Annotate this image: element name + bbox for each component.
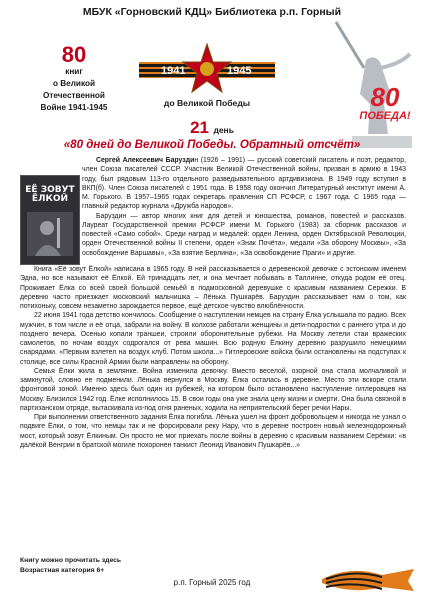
- paragraph: [20, 413, 406, 450]
- side-line-1: книг: [65, 67, 83, 76]
- pobeda-number: 80: [370, 82, 400, 112]
- paragraph-text: Семья Ёлки жила в землянке. Война изменила девочку. Вместо веселой, озорной она стала молчаливой и замкнутой, словно ее подменили. Лёнька вернулся в Москву. Ёлка осталась в деревне. Место эти вскоре стали фронтовой зоной. Именно здесь был один из рубежей, на котором было остановлено наступление гитлеровцев на Москву. Близился 1942 год. Ёлке исполнилось 15. В свои годы она уже знала цену жизни и смерти. Она была связной в партизанском отряде, вытаскивала из-под огня раненых, ходила на неприятельский берег речки Нары.: [20, 367, 406, 412]
- side-line-3: Отечественной: [43, 90, 105, 100]
- day-counter: [150, 118, 274, 138]
- paragraph-text: Книга «Её зовут Ёлкой» написана в 1965 году. В ней рассказывается о деревенской девочке с эстонским именем Эдна, но все называют её Ёлкой. Ей тринадцать лет, и она мечтает побывать в Таллинне, откуда родом её отец. Проживает Ёлка со всей своей большой семьёй в подмосковной деревушке с красивым названием Сережки. В деревню часто приезжает московский мальчишка – Лёнька Пушкарёв. Баруздин рассказывает нам о том, как потихоньку, совсем незаметно зарождается первое, ещё детское чувство влюблённости.: [20, 266, 406, 310]
- paragraph: [82, 212, 406, 258]
- emblem-caption: до Великой Победы: [163, 98, 251, 108]
- paragraph: [20, 311, 406, 367]
- book-cover-title: ЕЁ ЗОВУТ ЁЛКОЙ: [25, 185, 75, 205]
- text-bottom: [20, 265, 406, 450]
- paragraph: [82, 156, 406, 212]
- side-line-4: Войне 1941-1945: [40, 102, 108, 112]
- st-george-ribbon-icon: [322, 565, 414, 595]
- pobeda-text: ПОБЕДА!: [359, 110, 411, 122]
- side-number: 80: [61, 42, 87, 67]
- emblem-year-right: 1945: [227, 65, 252, 77]
- read-here-link[interactable]: Книгу можно прочитать здесь: [20, 557, 122, 564]
- book-cover: [20, 175, 80, 265]
- paragraph-text: н (1926 – 1991) — русский советский писатель и поэт, редактор, член Союза писателей СССР. Участник Великой Отечественной войны, призван в армию в 1943 году, был рядовым 113-го отдельного разведывательного артдивизиона. В 1949 году вступил в ВКП(б). Член Союза писателей с 1951 года. В 1958 году окончил Литературный институт имени А. М. Горького. В 1957–1965 годах секретарь правления СП РСФСР, с 1967 года. С 1965 года — главный редактор журнала «Дружба народов».: [82, 157, 407, 211]
- paragraph-text: 22 июня 1941 года детство кончилось. Сообщение о наступлении немцев на страну Ёлка услышала по радио. Всех мужчин, в том числе и её отца, забрали на войну. В колхозе работали женщины и дети-подростки с раннего утра и до позднего вечера. Осенью копали траншеи, строили оборонительные рубежи. На Москву летели стаи вражеских самолетов, по ночам воздух содрогался от рева машин. Всю родную Ёлкину деревню разрушило немецкими снарядами. «Первым взлетел на воздух клуб. Потом школа...» Гитлеровские войска были остановлены на подступах к столице, все силы Красной Армии были направлены на оборону.: [20, 312, 406, 366]
- text-top: [82, 156, 406, 258]
- paragraph-lead: Сергей Алексеевич Барузди: [96, 157, 195, 164]
- read-here-note: [20, 556, 160, 575]
- pobeda-logo: [352, 84, 418, 122]
- side-label-80-books: [38, 44, 110, 114]
- book-cover-illustration-icon: [27, 212, 73, 256]
- paragraph: [20, 265, 406, 311]
- day-word: день: [213, 125, 234, 135]
- day-number: 21: [190, 118, 209, 137]
- side-line-2: о Великой: [52, 78, 95, 88]
- paragraph: [20, 367, 406, 413]
- header-title: МБУК «Горновский КДЦ» Библиотека р.п. Горный: [82, 6, 342, 18]
- footer-place-year: р.п. Горный 2025 год: [173, 578, 251, 587]
- victory-emblem-icon: [133, 42, 281, 98]
- emblem-year-left: 1941: [161, 65, 186, 77]
- paragraph-text: Баруздин — автор многих книг для детей и юношества, романов, повестей и рассказов. Лауреат Государственной премии РСФСР имени М. Горького (1983) за сборник рассказов и повестей «Само собой». Среди наград и медалей: орден Ленина, орден Октябрьской Революции, орден Отечественной войны II степени, орден «Знак Почёта», медали «За оборону Москвы», «За освобождение Варшавы», «За взятие Берлина», «За освобождение Праги» и другие.: [82, 212, 406, 257]
- paragraph-text: При выполнении ответственного задания Ёлка погибла. Лёнька ушел на фронт добровольцем и никогда не узнал о подвиге Ёлки, о том, что немцы так и не форсировали реку Нару, что в деревне построен новый железнодорожный мост, который зовут Ёлкиным. Он просто не мог приехать после войны в деревню с красивым названием Серёжки: «в далёкой Венгрии в братской могиле похоронен танкист Леонид Иванович Пушкарёв...»: [20, 414, 406, 449]
- page-title: «80 дней до Великой Победы. Обратный отсчёт»: [63, 138, 361, 151]
- age-category: Возрастная категория 6+: [20, 566, 105, 574]
